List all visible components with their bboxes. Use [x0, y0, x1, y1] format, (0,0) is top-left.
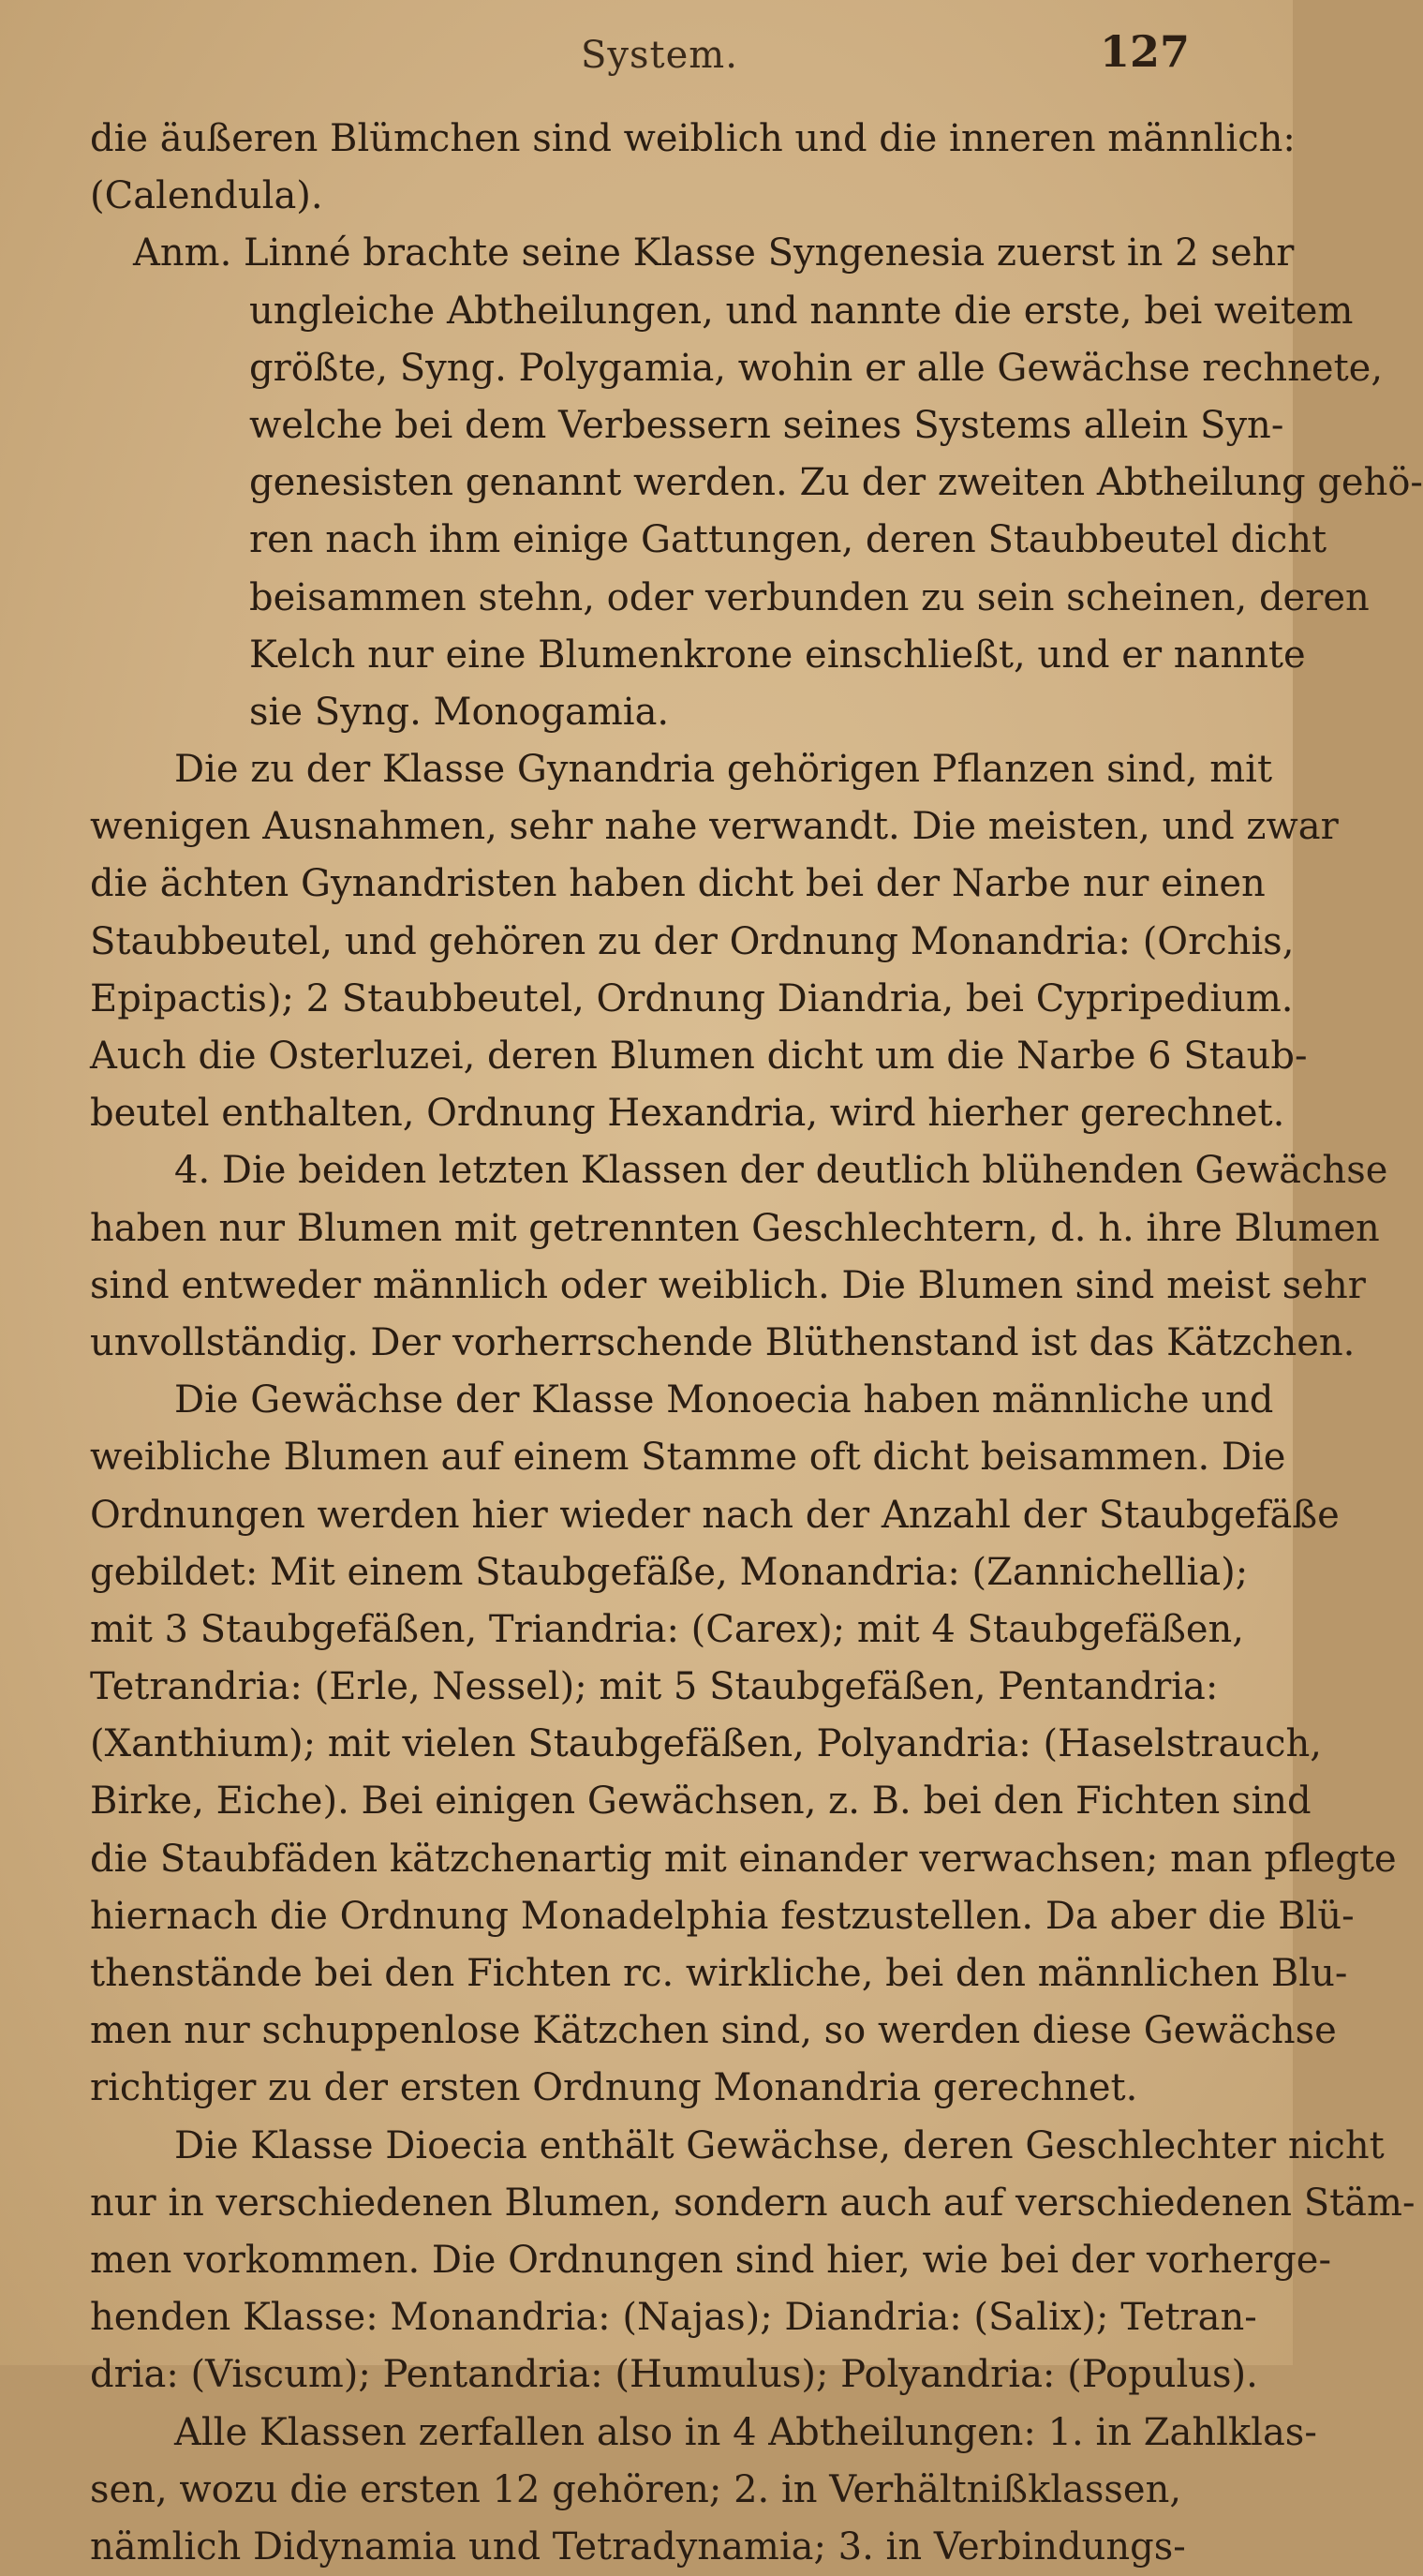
text-line: haben nur Blumen mit getrennten Geschlechtern, d. h. ihre Blumen: [90, 1206, 1380, 1250]
text-line: ren nach ihm einige Gattungen, deren Staubbeutel dicht: [249, 518, 1327, 562]
text-line: gebildet: Mit einem Staubgefäße, Monandria: (Zannichellia);: [90, 1550, 1249, 1594]
text-line: Kelch nur eine Blumenkrone einschließt, und er nannte: [249, 633, 1306, 677]
text-line: größte, Syng. Polygamia, wohin er alle Gewächse rechnete,: [249, 346, 1384, 390]
text-line: Die zu der Klasse Gynandria gehörigen Pflanzen sind, mit: [174, 748, 1273, 792]
text-line: nämlich Didynamia und Tetradynamia; 3. in Verbindungs-: [90, 2524, 1186, 2569]
page-number: 127: [1099, 26, 1190, 77]
text-line: Die Klasse Dioecia enthält Gewächse, deren Geschlechter nicht: [174, 2123, 1385, 2167]
text-line: beisammen stehn, oder verbunden zu sein scheinen, deren: [249, 575, 1370, 619]
text-line: mit 3 Staubgefäßen, Triandria: (Carex); mit 4 Staubgefäßen,: [90, 1607, 1245, 1651]
text-line: die äußeren Blümchen sind weiblich und die inneren männlich:: [90, 117, 1296, 160]
body-text: [90, 111, 1423, 2576]
text-line: men vorkommen. Die Ordnungen sind hier, wie bei der vorherge-: [90, 2238, 1331, 2282]
text-line: sie Syng. Monogamia.: [249, 690, 670, 734]
text-line: thenstände bei den Fichten rc. wirkliche, bei den männlichen Blu-: [90, 1952, 1348, 1995]
text-line: die Staubfäden kätzchenartig mit einander verwachsen; man pflegte: [90, 1837, 1397, 1881]
text-line: Ordnungen werden hier wieder nach der Anzahl der Staubgefäße: [90, 1493, 1340, 1537]
text-line: men nur schuppenlose Kätzchen sind, so werden diese Gewächse: [90, 2009, 1337, 2053]
text-line: sind entweder männlich oder weiblich. Die Blumen sind meist sehr: [90, 1263, 1366, 1307]
text-line: die ächten Gynandristen haben dicht bei der Narbe nur einen: [90, 862, 1266, 906]
text-line: nur in verschiedenen Blumen, sondern auch auf verschiedenen Stäm-: [90, 2181, 1416, 2225]
page-header: [0, 26, 1293, 92]
text-line: welche bei dem Verbessern seines Systems allein Syn-: [249, 403, 1284, 447]
text-line: ungleiche Abtheilungen, und nannte die erste, bei weitem: [249, 289, 1354, 333]
text-line: genesisten genannt werden. Zu der zweiten Abtheilung gehö-: [249, 461, 1423, 505]
text-line: weibliche Blumen auf einem Stamme oft dicht beisammen. Die: [90, 1436, 1286, 1480]
text-line: richtiger zu der ersten Ordnung Monandria gerechnet.: [90, 2066, 1138, 2110]
text-line: henden Klasse: Monandria: (Najas); Diandria: (Salix); Tetran-: [90, 2296, 1257, 2340]
text-line: Alle Klassen zerfallen also in 4 Abtheilungen: 1. in Zahlklas-: [174, 2410, 1317, 2454]
text-line: (Calendula).: [90, 174, 323, 218]
text-line: wenigen Ausnahmen, sehr nahe verwandt. Die meisten, und zwar: [90, 805, 1339, 849]
text-line: dria: (Viscum); Pentandria: (Humulus); Polyandria: (Populus).: [90, 2353, 1258, 2397]
text-line: Anm. Linné brachte seine Klasse Syngenesia zuerst in 2 sehr: [133, 231, 1295, 275]
text-line: hiernach die Ordnung Monadelphia festzustellen. Da aber die Blü-: [90, 1894, 1355, 1938]
text-line: unvollständig. Der vorherrschende Blüthenstand ist das Kätzchen.: [90, 1320, 1356, 1364]
text-line: Auch die Osterluzei, deren Blumen dicht um die Narbe 6 Staub-: [90, 1035, 1308, 1078]
running-head: System.: [581, 34, 738, 77]
text-line: Birke, Eiche). Bei einigen Gewächsen, z. B. bei den Fichten sind: [90, 1779, 1312, 1824]
text-line: Epipactis); 2 Staubbeutel, Ordnung Diandria, bei Cypripedium.: [90, 976, 1294, 1020]
text-line: sen, wozu die ersten 12 gehören; 2. in Verhältnißklassen,: [90, 2467, 1182, 2511]
text-line: Tetrandria: (Erle, Nessel); mit 5 Staubgefäßen, Pentandria:: [90, 1665, 1219, 1709]
text-line: (Xanthium); mit vielen Staubgefäßen, Polyandria: (Haselstrauch,: [90, 1722, 1322, 1766]
text-line: 4. Die beiden letzten Klassen der deutlich blühenden Gewächse: [174, 1149, 1388, 1193]
text-line: Staubbeutel, und gehören zu der Ordnung Monandria: (Orchis,: [90, 919, 1295, 963]
text-line: Die Gewächse der Klasse Monoecia haben männliche und: [174, 1378, 1274, 1422]
text-line: beutel enthalten, Ordnung Hexandria, wird hierher gerechnet.: [90, 1092, 1285, 1136]
